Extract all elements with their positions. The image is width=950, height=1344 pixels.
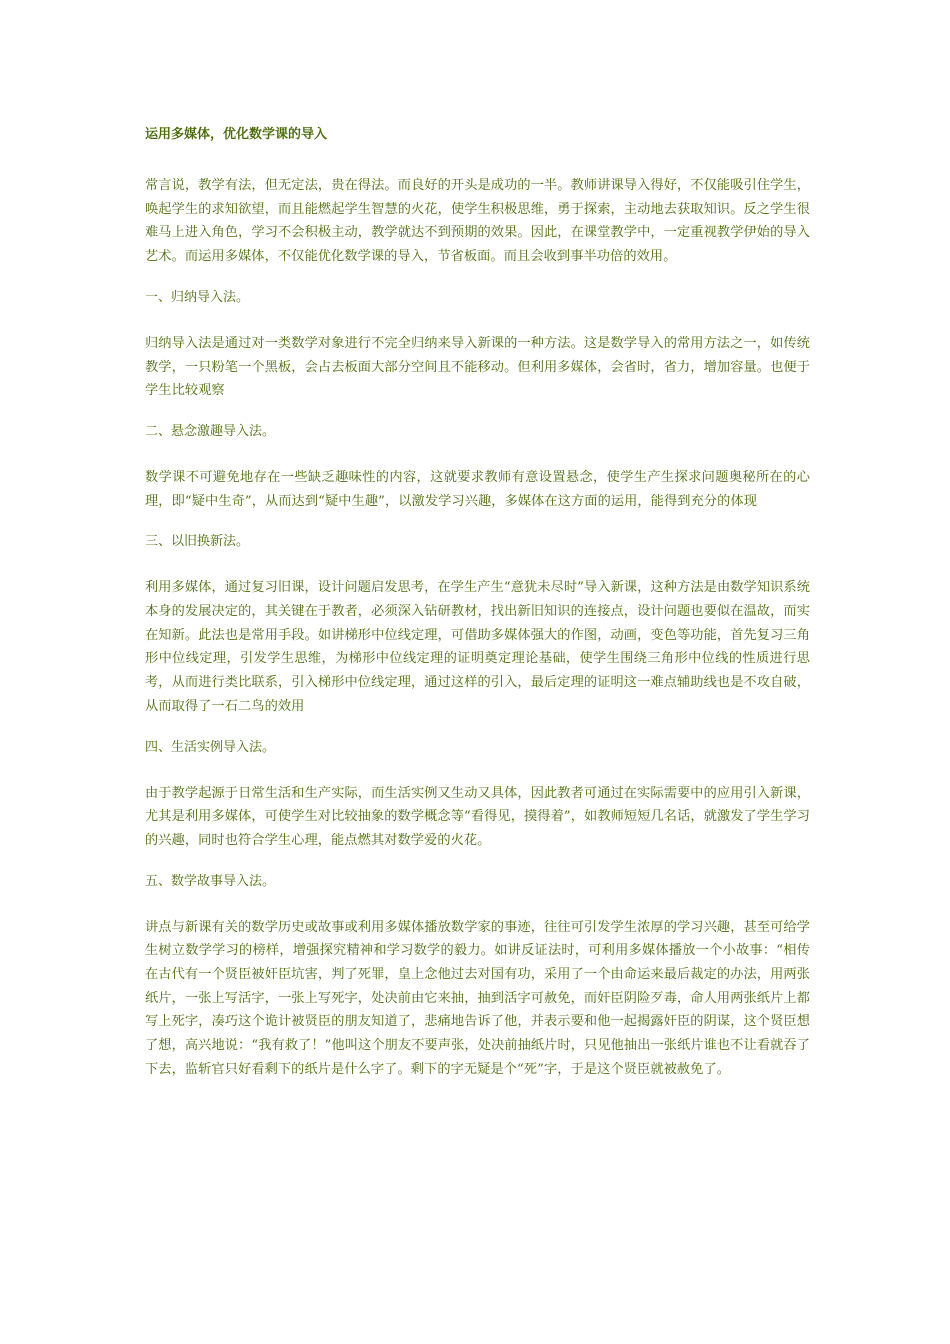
- section-heading-3: 三、以旧换新法。: [145, 534, 250, 550]
- section-heading-2: 二、悬念激趣导入法。: [145, 423, 276, 439]
- section-heading-4: 四、生活实例导入法。: [145, 739, 276, 755]
- section-body-2: 数学课不可避免地存在一些缺乏趣味性的内容，这就要求教师有意设置悬念，使学生产生探求问题奥秘所在的心理，即“疑中生奇”，从而达到“疑中生趣”，以激发学习兴趣，多媒体在这方面的运用，能得到充分的体现: [145, 469, 810, 509]
- section-body-1: 归纳导入法是通过对一类数学对象进行不完全归纳来导入新课的一种方法。这是数学导入的常用方法之一，如传统教学，一只粉笔一个黑板，会占去板面大部分空间且不能移动。但利用多媒体，会省时，省力，增加容量。也便于学生比较观察: [145, 335, 810, 399]
- section-body-3: 利用多媒体，通过复习旧课，设计问题启发思考，在学生产生“意犹未尽时”导入新课，这种方法是由数学知识系统本身的发展决定的，其关键在于教者，必须深入钻研教材，找出新旧知识的连接点，设计问题也要似在温故，而实在知新。此法也是常用手段。如讲梯形中位线定理，可借助多媒体强大的作图，动画，变色等功能，首先复习三角形中位线定理，引发学生思维，为梯形中位线定理的证明奠定理论基础，使学生围绕三角形中位线的性质进行思考，从而进行类比联系，引入梯形中位线定理，通过这样的引入，最后定理的证明这一难点辅助线也是不攻自破，从而取得了一石二鸟的效用: [145, 580, 810, 714]
- intro-paragraph: 常言说，教学有法，但无定法，贵在得法。而良好的开头是成功的一半。教师讲课导入得好，不仅能吸引住学生，唤起学生的求知欲望，而且能燃起学生智慧的火花，使学生积极思维，勇于探索，主动地去获取知识。反之学生很难马上进入角色，学习不会积极主动，教学就达不到预期的效果。因此，在课堂教学中，一定重视教学伊始的导入艺术。而运用多媒体，不仅能优化数学课的导入，节省板面。而且会收到事半功倍的效用。: [145, 178, 810, 265]
- section-body-5: 讲点与新课有关的数学历史或故事或利用多媒体播放数学家的事迹，往往可引发学生浓厚的学习兴趣，甚至可给学生树立数学学习的榜样，增强探究精神和学习数学的毅力。如讲反证法时，可利用多媒体播放一个小故事：“相传在古代有一个贤臣被奸臣坑害，判了死罪，皇上念他过去对国有功，采用了一个由命运来最后裁定的办法，用两张纸片，一张上写活字，一张上写死字，处决前由它来抽，抽到活字可赦免，而奸臣阴险歹毒，命人用两张纸片上都写上死字，凑巧这个诡计被贤臣的朋友知道了，悲痛地告诉了他，并表示要和他一起揭露奸臣的阴谋，这个贤臣想了想，高兴地说：“我有救了！”他叫这个朋友不要声张，处决前抽纸片时，只见他抽出一张纸片谁也不让看就吞了下去，监斩官只好看剩下的纸片是什么字了。剩下的字无疑是个“死”字，于是这个贤臣就被赦免了。: [145, 919, 810, 1077]
- section-heading-5: 五、数学故事导入法。: [145, 873, 276, 889]
- document-title: 运用多媒体，优化数学课的导入: [145, 127, 328, 142]
- section-body-4: 由于教学起源于日常生活和生产实际，而生活实例又生动又具体，因此教者可通过在实际需要中的应用引入新课，尤其是利用多媒体，可使学生对比较抽象的数学概念等“看得见，摸得着”，如教师短短几名话，就激发了学生学习的兴趣，同时也符合学生心理，能点燃其对数学爱的火花。: [145, 785, 810, 848]
- section-heading-1: 一、归纳导入法。: [145, 289, 250, 305]
- document-page: [145, 126, 810, 1082]
